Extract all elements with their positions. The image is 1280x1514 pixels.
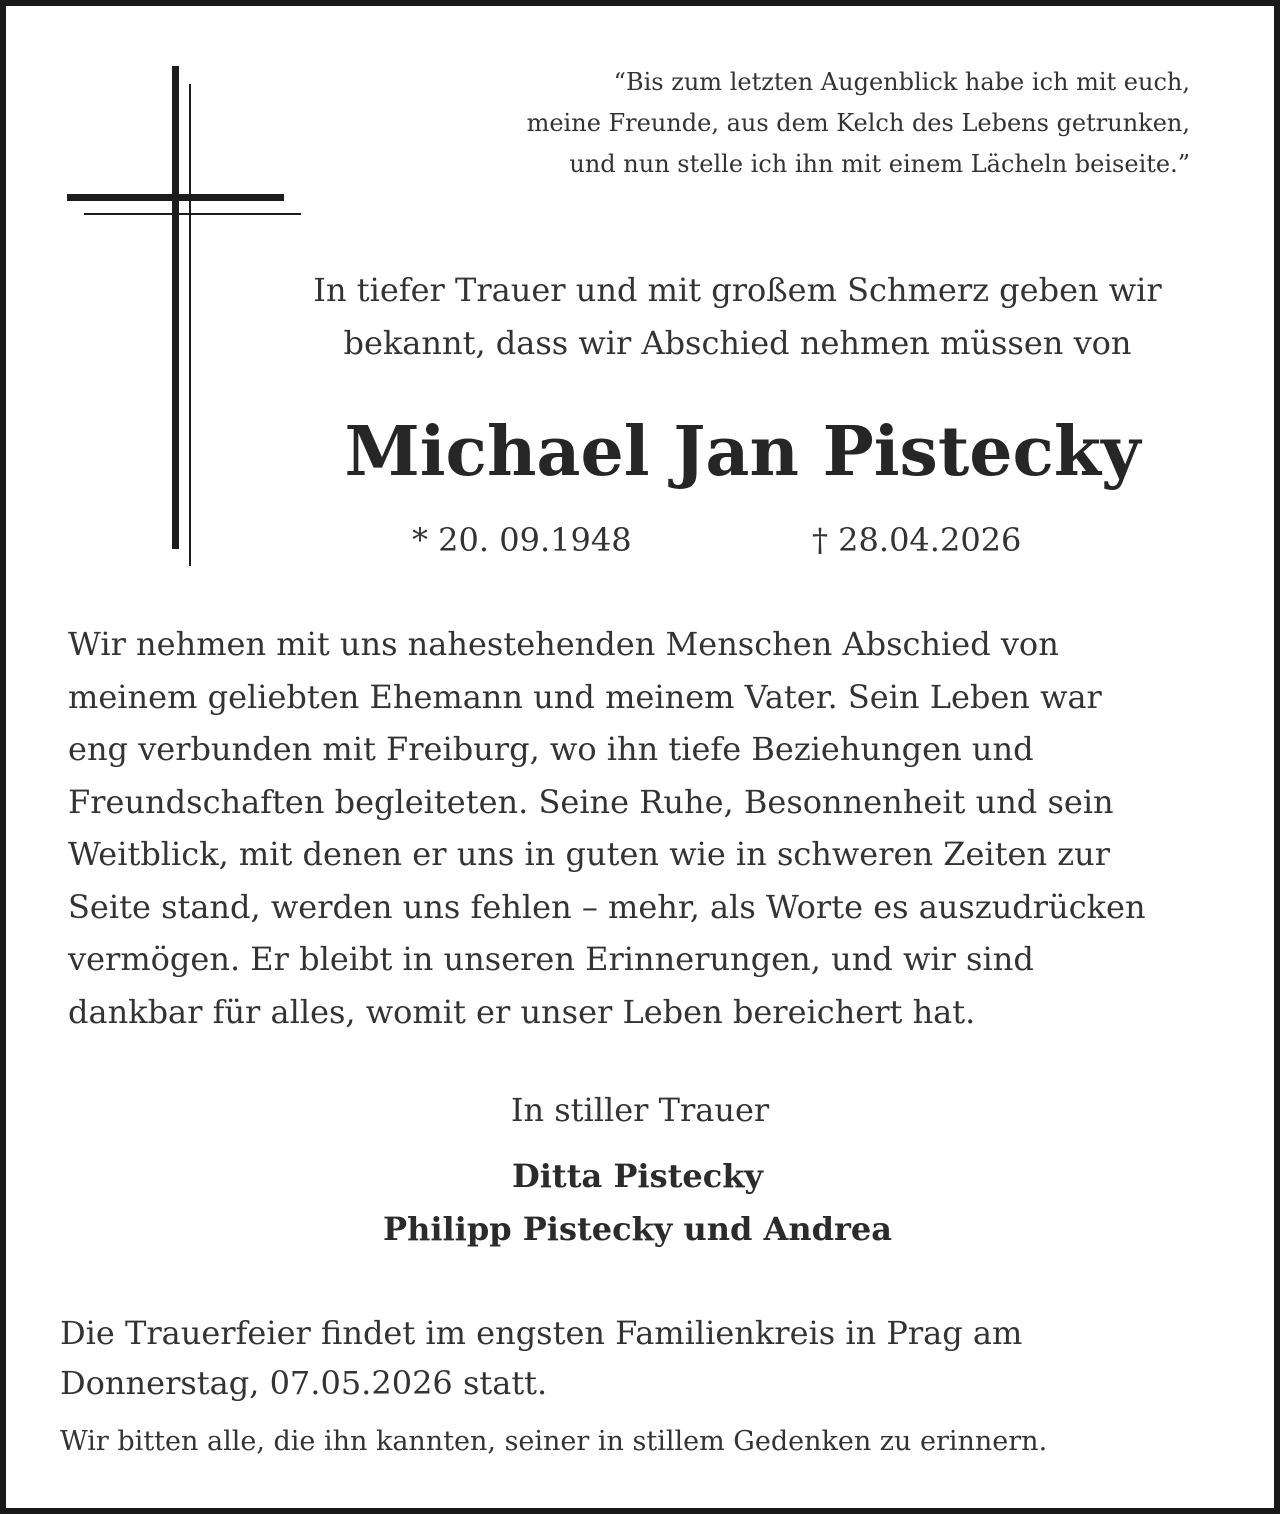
family-signatures — [240, 1150, 1035, 1256]
quote-line: und nun stelle ich ihn mit einem Lächeln beiseite.” — [569, 150, 1190, 178]
announcement-intro — [270, 264, 1205, 370]
body-line: meinem geliebten Ehemann und meinem Vater. Sein Leben war — [68, 677, 1102, 716]
intro-line: bekannt, dass wir Abschied nehmen müssen von — [343, 324, 1132, 362]
epigraph-quote — [380, 62, 1190, 185]
ceremony-line: Donnerstag, 07.05.2026 statt. — [60, 1364, 548, 1402]
body-line: Freundschaften begleiteten. Seine Ruhe, Besonnenheit und sein — [68, 782, 1114, 821]
body-line: Wir nehmen mit uns nahestehenden Menschen Abschied von — [68, 625, 1059, 663]
ceremony-line: Die Trauerfeier findet im engsten Familienkreis in Prag am — [60, 1314, 1023, 1352]
body-line: Seite stand, werden uns fehlen – mehr, als Worte es auszudrücken — [68, 887, 1146, 926]
body-line: Weitblick, mit denen er uns in guten wie in schweren Zeiten zur — [68, 835, 1110, 873]
family-member: Ditta Pistecky — [512, 1157, 763, 1195]
closing-request: Wir bitten alle, die ihn kannten, seiner in stillem Gedenken zu erinnern. — [60, 1426, 1048, 1457]
quote-line: “Bis zum letzten Augenblick habe ich mit euch, — [613, 68, 1190, 96]
body-line: vermögen. Er bleibt in unseren Erinnerungen, und wir sind — [68, 940, 1034, 978]
body-line: dankbar für alles, womit er unser Leben bereichert hat. — [68, 992, 976, 1031]
obituary-body — [68, 618, 1228, 1038]
death-date: † 28.04.2026 — [812, 521, 1022, 559]
body-line: eng verbunden mit Freiburg, wo ihn tiefe Beziehungen und — [68, 730, 1034, 768]
deceased-name: Michael Jan Pistecky — [344, 412, 1141, 492]
intro-line: In tiefer Trauer und mit großem Schmerz geben wir — [313, 271, 1162, 309]
ceremony-notice — [60, 1308, 1220, 1408]
birth-date: * 20. 09.1948 — [412, 521, 632, 559]
mourning-heading: In stiller Trauer — [510, 1091, 770, 1129]
quote-line: meine Freunde, aus dem Kelch des Lebens getrunken, — [526, 109, 1190, 137]
family-member: Philipp Pistecky und Andrea — [383, 1210, 892, 1248]
